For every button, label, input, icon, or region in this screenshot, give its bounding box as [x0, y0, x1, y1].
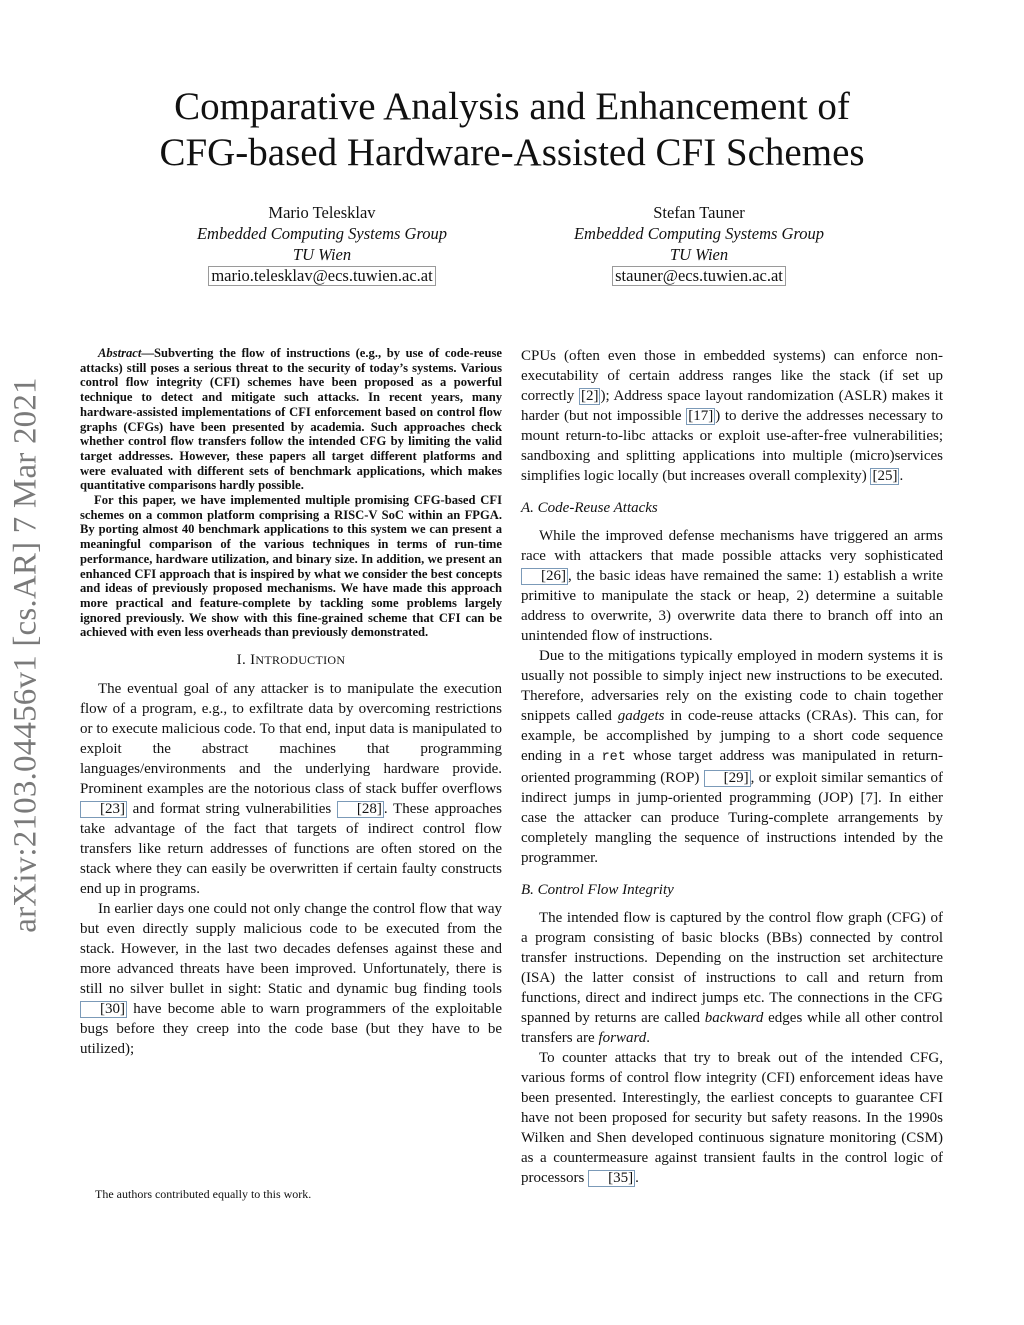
- subsection-heading-code-reuse: A. Code-Reuse Attacks: [521, 500, 658, 516]
- cfi-paragraph-1: The intended flow is captured by the control flow graph (CFG) of a program consisting of basic blocks (BBs) connected by control transfer instructions. Depending on the instruction set architecture (ISA) the latter consist of instructions to call and return from functions, direct and indirect jumps etc. The connections in the CFG spanned by returns are called backward edges while all other control transfers are forward.: [521, 910, 943, 1046]
- citation-link[interactable]: [35]: [588, 1170, 635, 1187]
- author-name: Mario Telesklav: [268, 203, 376, 222]
- citation-link[interactable]: [23]: [80, 801, 127, 818]
- continued-paragraph: CPUs (often even those in embedded systems) can enforce non-executability of certain address ranges like the stack (if set up correctly [2] ); Address space layout randomization (ASLR) makes it harder (but not impossible [17] ) to derive the addresses necessary to mount return-to-libc attacks or exploit use-after-free vulnerabilities; sandboxing and splitting applications into multiple (micro)services simplifies logic locally (but increases overall complexity) [25] .: [521, 348, 943, 484]
- title-line-1: Comparative Analysis and Enhancement of: [174, 85, 850, 128]
- footnote: The authors contributed equally to this work.: [95, 1187, 312, 1201]
- intro-paragraph-2: In earlier days one could not only change the control flow that way but even directly supply malicious code to be executed from the stack. However, in the last two decades defenses against these and more advanced threats have been improved. Unfortunately, there is still no silver bullet in sight: Static and dynamic bug finding tools [30] have become able to warn programmers of the exploitable bugs before they creep into the code base (but they have to be utilized);: [80, 901, 502, 1058]
- abstract-label: Abstract: [98, 346, 142, 360]
- arxiv-side-label: [0, 345, 50, 965]
- inline-code: ret: [601, 750, 626, 765]
- author-institution: TU Wien: [669, 245, 729, 264]
- author-email-link[interactable]: stauner@ecs.tuwien.ac.at: [612, 266, 786, 286]
- abstract-paragraph-2: For this paper, we have implemented multiple promising CFG-based CFI schemes on a common platform comprising a RISC-V SoC within an FPGA. By porting almost 40 benchmark applications to this system we can present a meaningful comparison of the various techniques in terms of run-time performance, hardware utilization, and binary size. In addition, we present an enhanced CFI approach that is inspired by what we consider the best concepts and ideas of previously proposed mechanisms. We have made this approach more practical and feature-complete by tackling some problems largely ignored previously. We show with this fine-grained scheme that CFI can be achieved with even less overheads than previously demonstrated.: [80, 493, 502, 640]
- abstract-paragraph-1: Abstract—Subverting the flow of instructions (e.g., by use of code-reuse attacks) still poses a serious threat to the security of today’s systems. Various control flow integrity (CFI) schemes have been proposed as a powerful technique to detect and mitigate such attacks. In recent years, many hardware-assisted implementations of CFI enforcement based on control flow graphs (CFGs) have been presented by academia. Such approaches check whether control flow transfers follow the intended CFG by limiting the valid target addresses. However, these papers all target different platforms and were evaluated with different sets of benchmark applications, which makes quantitative comparisons hardly possible.: [80, 346, 502, 493]
- title-line-2: CFG-based Hardware-Assisted CFI Schemes: [159, 131, 865, 174]
- citation-link[interactable]: [26]: [521, 568, 568, 585]
- cfi-paragraph-2: To counter attacks that try to break out of the intended CFG, various forms of control flow integrity (CFI) enforcement ideas have been presented. Interestingly, the earliest concepts to guarantee CFI have not been proposed for security but safety reasons. In the 1990s Wilken and Shen developed continuous signature monitoring (CSM) as a countermeasure against transient faults in the control logic of processors [35] .: [521, 1050, 943, 1186]
- abstract: [80, 346, 502, 640]
- author-block-1: [172, 202, 472, 286]
- author-block-2: [549, 202, 849, 286]
- citation-link[interactable]: [2]: [580, 388, 599, 404]
- subsection-heading-cfi: B. Control Flow Integrity: [521, 882, 674, 898]
- code-reuse-paragraph-2: Due to the mitigations typically employed in modern systems it is usually not possible to simply inject new instructions to be executed. Therefore, adversaries rely on the existing code to chain together snippets called gadgets in code-reuse attacks (CRAs). This can, for example, be accomplished by jumping to a short code sequence ending in a ret whose target address was manipulated in return-oriented programming (ROP) [29] , or exploit similar semantics of indirect jumps in jump-oriented programming (JOP) [7]. In either case the attacker can produce Turing-complete arrangements by completely mangling the sequence of instructions intended by the programmer.: [521, 648, 944, 866]
- arxiv-identifier: arXiv:2103.04456v1 [cs.AR] 7 Mar 2021: [7, 377, 44, 933]
- citation-link[interactable]: [30]: [80, 1001, 127, 1018]
- citation-link[interactable]: [29]: [704, 770, 751, 787]
- citation-link[interactable]: [28]: [337, 801, 384, 818]
- section-heading-introduction: I. INTRODUCTION: [236, 652, 346, 669]
- left-column: [80, 346, 502, 1059]
- author-affiliation: Embedded Computing Systems Group: [196, 224, 448, 243]
- introduction-body: [80, 679, 502, 1059]
- intro-paragraph-1: The eventual goal of any attacker is to manipulate the execution flow of a program, e.g., to exfiltrate data by overcoming restrictions or to execute malicious code. To that end, input data is manipulated to exploit the abstract machines that programming languages/environments and the underlying hardware provide. Prominent examples are the notorious class of stack buffer overflows [23] and format string vulnerabilities [28] . These approaches take advantage of the fact that targets of indirect control flow transfers like return addresses of functions are often stored on the stack where they can easily be overwritten if certain faulty constructs end up in programs.: [80, 681, 502, 898]
- author-affiliation: Embedded Computing Systems Group: [573, 224, 825, 243]
- author-email-link[interactable]: mario.telesklav@ecs.tuwien.ac.at: [208, 266, 435, 286]
- citation-link[interactable]: [25]: [872, 468, 898, 484]
- author-name: Stefan Tauner: [653, 203, 745, 222]
- right-column: [521, 346, 943, 1188]
- author-institution: TU Wien: [292, 245, 352, 264]
- paper-title: [0, 84, 1024, 176]
- citation-link[interactable]: [17]: [688, 408, 714, 424]
- code-reuse-paragraph-1: While the improved defense mechanisms have triggered an arms race with attackers that made possible attacks very sophisticated [26] , the basic ideas have remained the same: 1) establish a write primitive to manipulate the stack or heap, 2) determine a suitable address to overwrite, 3) overwrite data there to branch off into an unintended flow of instructions.: [521, 528, 943, 644]
